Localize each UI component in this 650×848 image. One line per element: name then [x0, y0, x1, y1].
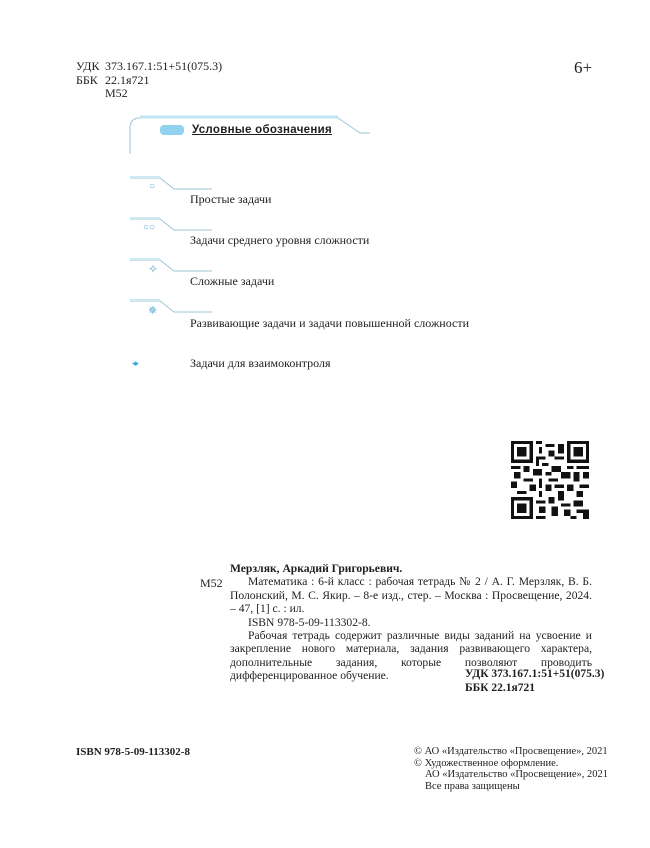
udk-key: УДК	[76, 59, 100, 73]
legend-item-mutual-control: Задачи для взаимоконтроля	[190, 356, 331, 370]
catalog-udk: УДК 373.167.1:51+51(075.3)	[465, 668, 605, 680]
star-icon: ✵	[148, 305, 158, 317]
item-divider-4	[130, 299, 215, 315]
copyright-block	[414, 746, 608, 792]
catalog-author: Мерзляк, Аркадий Григорьевич.	[230, 562, 403, 575]
footer-isbn: ISBN 978-5-09-113302-8	[76, 746, 190, 758]
diamond-icon: ✧	[148, 262, 159, 276]
age-rating: 6+	[574, 58, 593, 77]
bbk-value: 22.1я721	[105, 72, 150, 87]
catalog-code: М52	[200, 576, 223, 590]
udk-value: 373.167.1:51+51(075.3)	[105, 59, 223, 73]
double-circle-icon: ○○	[143, 222, 156, 233]
qr-code[interactable]	[511, 441, 589, 519]
bbk-key: ББК	[76, 72, 98, 87]
copyright-line-4: Все права защищены	[425, 780, 520, 792]
catalog-annotation: Рабочая тетрадь содержит различные виды заданий на усвоение и закрепление нового материала, задания развивающего характера, дополнительные задания, которые позволяют проводить дифференцированное обучение.	[230, 629, 592, 683]
item-divider-1	[130, 176, 215, 192]
legend-frame	[128, 114, 373, 158]
catalog-card	[230, 562, 592, 683]
legend-item-developing: Развивающие задачи и задачи повышенной сложности	[190, 316, 469, 330]
legend-item-simple: Простые задачи	[190, 192, 272, 206]
copyright-line-2: © Художественное оформление.	[414, 757, 559, 769]
author-mark-value: М52	[105, 86, 128, 100]
catalog-bbk: ББК 22.1я721	[465, 681, 536, 694]
legend-accent-pill	[160, 125, 184, 135]
author-mark-key	[76, 87, 105, 101]
circle-icon: ○	[149, 181, 156, 192]
double-arrow-icon: ◂▸	[132, 358, 138, 368]
catalog-codes	[465, 668, 604, 695]
legend-item-hard: Сложные задачи	[190, 274, 275, 288]
legend-item-medium: Задачи среднего уровня сложности	[190, 233, 370, 247]
legend-title: Условные обозначения	[192, 124, 333, 136]
classification-codes	[76, 60, 222, 101]
catalog-isbn: ISBN 978-5-09-113302-8.	[248, 615, 371, 629]
item-divider-3	[130, 258, 215, 274]
catalog-description: Математика : 6-й класс : рабочая тетрадь № 2 / А. Г. Мерзляк, В. Б. Полонский, М. С. Якир. – 8-е изд., стер. – Москва : Просвещение, 2024. – 47, [1] с. : ил.	[230, 575, 592, 616]
copyright-line-3: АО «Издательство «Просвещение», 2021	[425, 769, 609, 780]
copyright-line-1: © АО «Издательство «Просвещение», 2021	[414, 746, 608, 757]
